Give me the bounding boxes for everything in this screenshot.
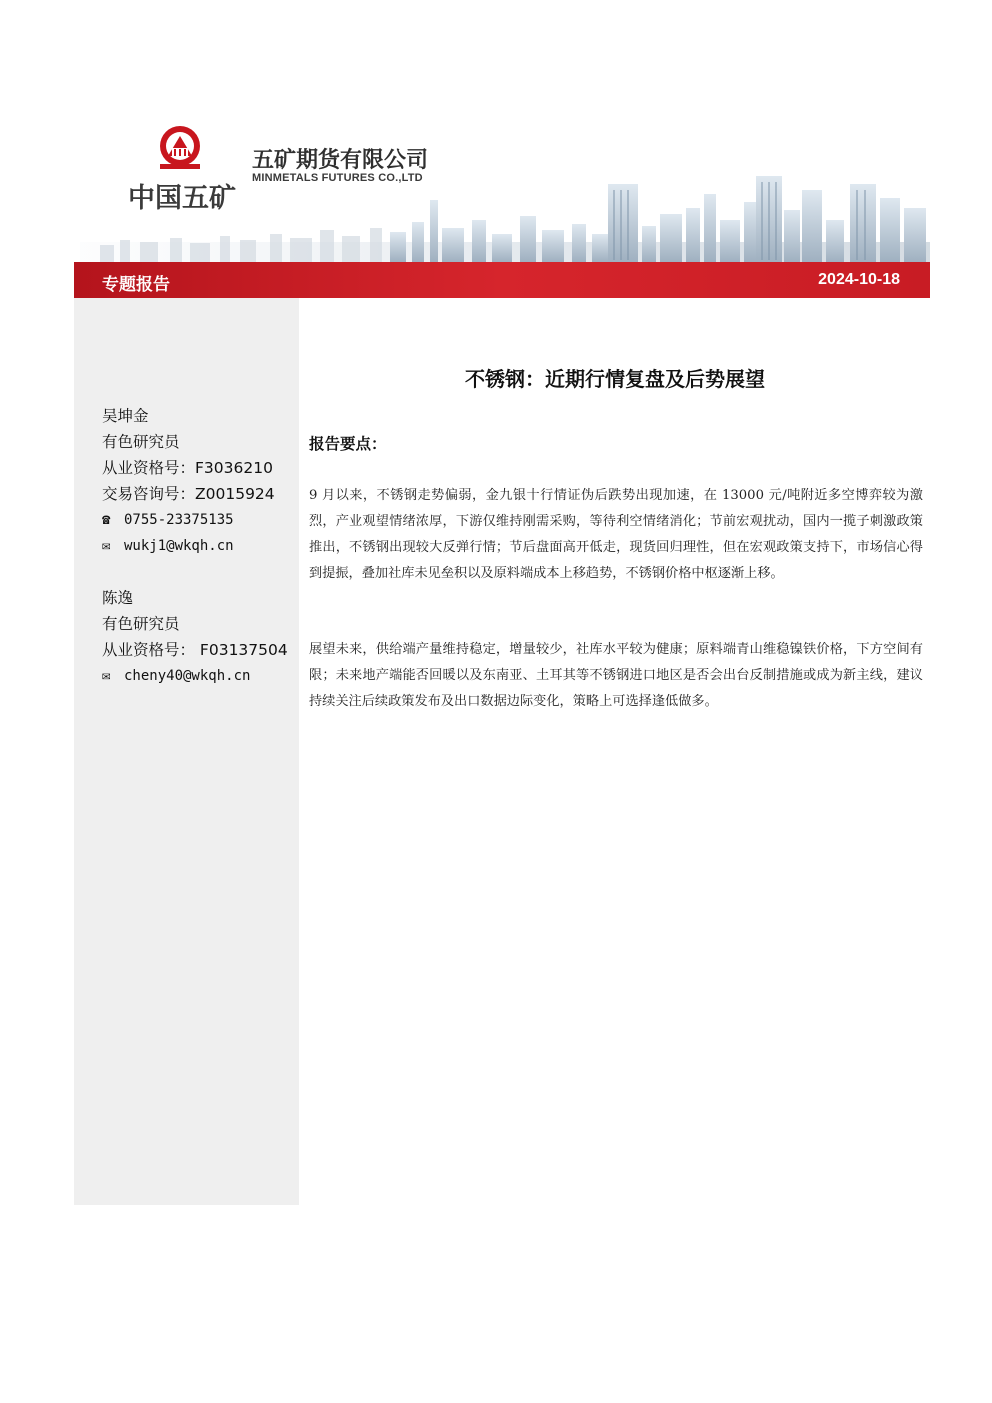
company-name-en: MINMETALS FUTURES CO.,LTD xyxy=(252,172,423,184)
report-type-banner xyxy=(74,262,930,298)
author-consulting-number: 交易咨询号：Z0015924 xyxy=(102,485,275,503)
report-header xyxy=(0,0,992,262)
email-icon: ✉ xyxy=(102,538,111,554)
author-phone: 0755-23375135 xyxy=(124,512,234,528)
author-name: 吴坤金 xyxy=(102,407,149,425)
author-email-row xyxy=(102,533,275,559)
author-title: 有色研究员 xyxy=(102,615,180,633)
author-card xyxy=(102,403,275,559)
author-qualification: 从业资格号： F03137504 xyxy=(102,641,288,659)
phone-icon: ☎ xyxy=(102,512,111,528)
company-name-cn: 五矿期货有限公司 xyxy=(252,148,429,173)
author-title: 有色研究员 xyxy=(102,433,180,451)
key-points-heading: 报告要点： xyxy=(309,435,387,453)
author-qualification: 从业资格号：F3036210 xyxy=(102,459,273,477)
author-email-row xyxy=(102,663,288,689)
author-sidebar xyxy=(74,298,299,1205)
key-point-paragraph: 展望未来，供给端产量维持稳定，增量较少，社库水平较为健康；原料端青山维稳镍铁价格，下方空间有限；未来地产端能否回暖以及东南亚、土耳其等不锈钢进口地区是否会出台反制措施或成为新主线，建议持续关注后续政策发布及出口数据边际变化，策略上可选择逢低做多。 xyxy=(309,642,923,709)
author-phone-row xyxy=(102,507,275,533)
author-email[interactable]: cheny40@wkqh.cn xyxy=(124,668,251,684)
report-title: 不锈钢：近期行情复盘及后势展望 xyxy=(465,367,765,391)
author-card xyxy=(102,585,288,689)
author-email[interactable]: wukj1@wkqh.cn xyxy=(124,538,234,554)
logo-text: 中国五矿 xyxy=(128,183,236,214)
city-skyline-image xyxy=(80,150,930,262)
email-icon: ✉ xyxy=(102,668,111,684)
report-date: 2024-10-18 xyxy=(818,271,900,288)
author-name: 陈逸 xyxy=(102,589,134,607)
report-type-label: 专题报告 xyxy=(102,275,170,295)
key-point-paragraph: 9 月以来，不锈钢走势偏弱，金九银十行情证伪后跌势出现加速，在 13000 元/吨附近多空博弈较为激烈，产业观望情绪浓厚，下游仅维持刚需采购，等待利空情绪消化；节前宏观扰动，国内一揽子刺激政策推出，不锈钢出现较大反弹行情；节后盘面高开低走，现货回归理性，但在宏观政策支持下，市场信心得到提振，叠加社库未见垒积以及原料端成本上移趋势，不锈钢价格中枢逐渐上移。 xyxy=(309,488,923,581)
